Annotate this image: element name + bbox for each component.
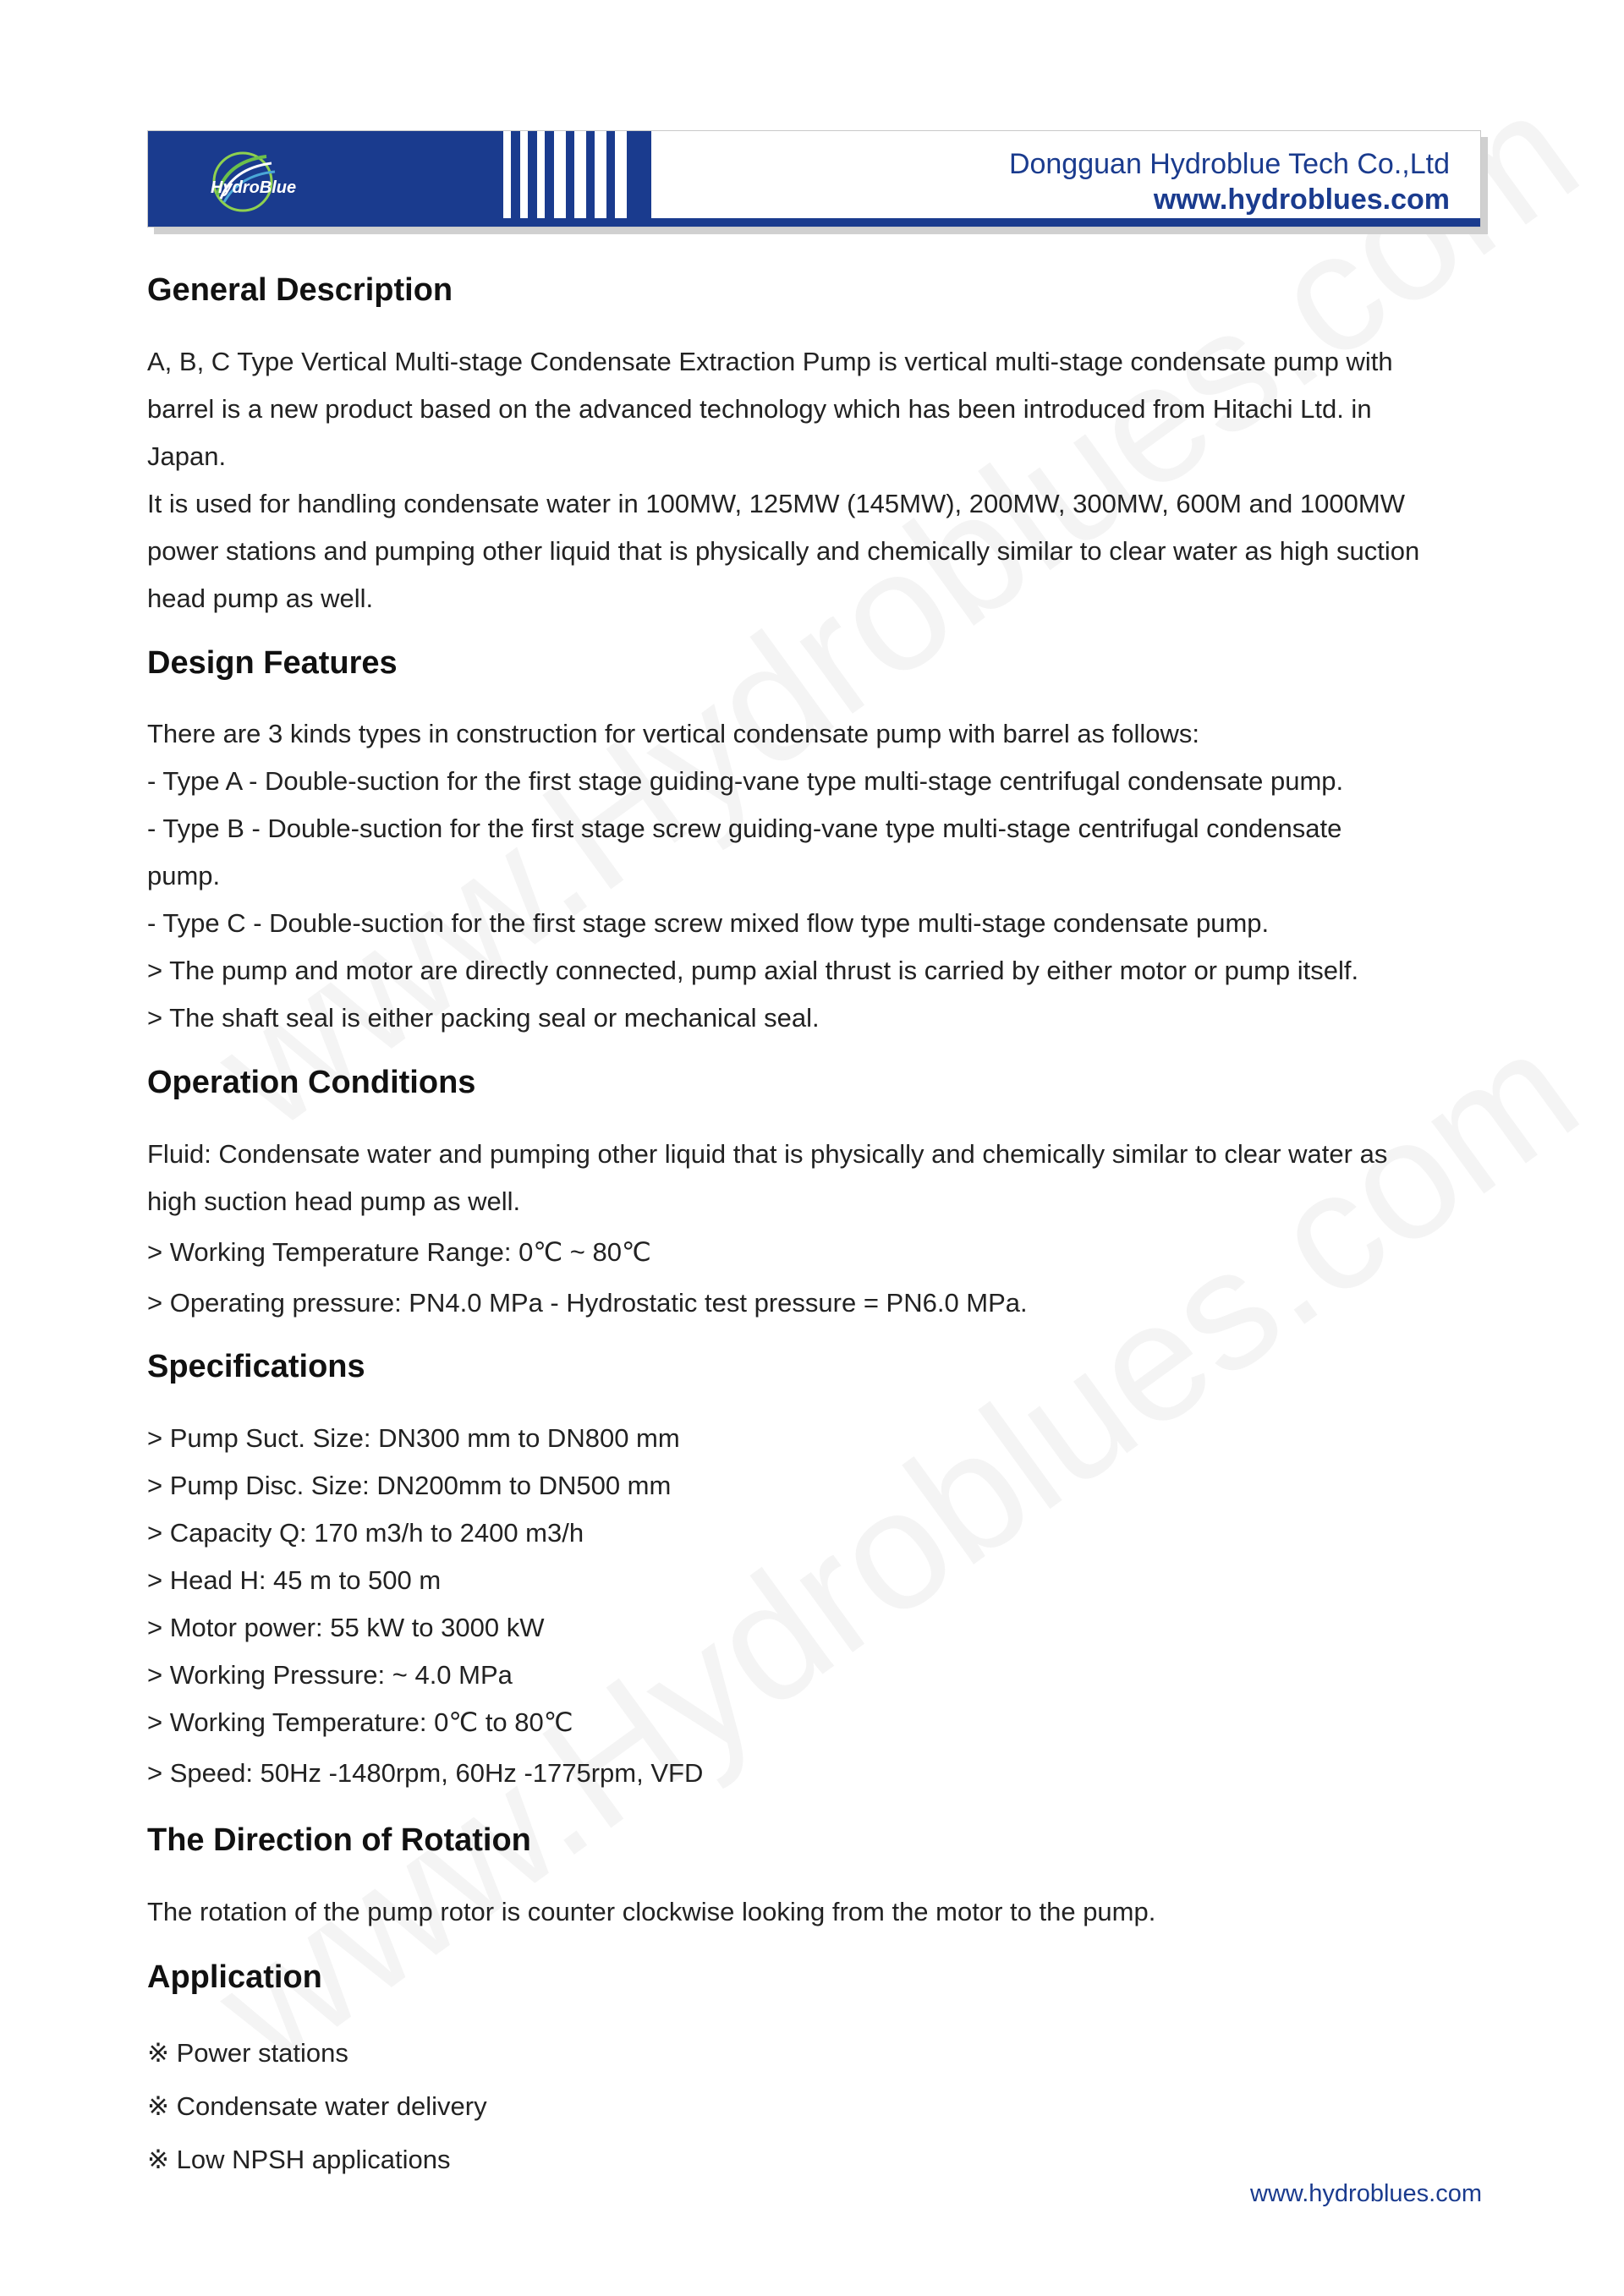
- text-line: pump.: [147, 861, 221, 890]
- application-item: ※ Power stations: [147, 2038, 348, 2068]
- text-line: - Type A - Double-suction for the first stage guiding-vane type multi-stage centrifugal condensate pump.: [147, 766, 1344, 796]
- section-title-specifications: Specifications: [147, 1349, 365, 1384]
- company-block: [1009, 146, 1450, 217]
- text-line: The rotation of the pump rotor is counter clockwise looking from the motor to the pump.: [147, 1897, 1156, 1926]
- spec-line: > Speed: 50Hz -1480rpm, 60Hz -1775rpm, VFD: [147, 1758, 704, 1788]
- spec-line: > Motor power: 55 kW to 3000 kW: [147, 1613, 545, 1642]
- header-brand-panel: [148, 131, 651, 227]
- section-title-application: Application: [147, 1959, 322, 1995]
- spec-line: > Capacity Q: 170 m3/h to 2400 m3/h: [147, 1518, 584, 1548]
- text-line: - Type B - Double-suction for the first stage screw guiding-vane type multi-stage centrifugal condensate: [147, 814, 1342, 843]
- text-line: Fluid: Condensate water and pumping other liquid that is physically and chemically similar to clear water as: [147, 1139, 1388, 1169]
- text-line: - Type C - Double-suction for the first stage screw mixed flow type multi-stage condensate pump.: [147, 908, 1270, 938]
- header-divider: [148, 218, 1480, 227]
- header-stripe: [615, 131, 627, 227]
- header-stripe: [595, 131, 606, 227]
- design-features-text: [147, 710, 1484, 1042]
- text-line: It is used for handling condensate water in 100MW, 125MW (145MW), 200MW, 300MW, 600M and 1000MW: [147, 489, 1405, 518]
- specifications-list: [147, 1415, 1484, 1797]
- spec-line: > Head H: 45 m to 500 m: [147, 1565, 442, 1595]
- spec-line: > Working Temperature: 0℃ to 80℃: [147, 1707, 573, 1737]
- spec-line: > Working Pressure: ~ 4.0 MPa: [147, 1660, 513, 1690]
- text-line: > The pump and motor are directly connected, pump axial thrust is carried by either motor or pump itself.: [147, 956, 1359, 985]
- text-line: head pump as well.: [147, 584, 374, 613]
- header-stripe: [574, 131, 586, 227]
- text-line: There are 3 kinds types in construction for vertical condensate pump with barrel as follows:: [147, 719, 1200, 748]
- text-line: A, B, C Type Vertical Multi-stage Condensate Extraction Pump is vertical multi-stage condensate pump with: [147, 347, 1393, 376]
- text-line: Japan.: [147, 441, 227, 471]
- text-line: > The shaft seal is either packing seal or mechanical seal.: [147, 1003, 820, 1033]
- header-stripe: [537, 131, 545, 227]
- section-title-rotation: The Direction of Rotation: [147, 1822, 531, 1858]
- logo-text: HydroBlue: [211, 178, 297, 197]
- application-item: ※ Condensate water delivery: [147, 2091, 487, 2121]
- application-item: ※ Low NPSH applications: [147, 2145, 451, 2174]
- header-stripe: [520, 131, 528, 227]
- text-line: > Working Temperature Range: 0℃ ~ 80℃: [147, 1237, 651, 1267]
- text-line: > Operating pressure: PN4.0 MPa - Hydrostatic test pressure = PN6.0 MPa.: [147, 1288, 1028, 1318]
- text-line: power stations and pumping other liquid that is physically and chemically similar to clear water as high suction: [147, 536, 1420, 566]
- section-title-design: Design Features: [147, 645, 398, 681]
- application-list: [147, 2026, 1484, 2186]
- header-stripe: [554, 131, 566, 227]
- header-website-link[interactable]: www.hydroblues.com: [1153, 184, 1450, 216]
- footer-website-link[interactable]: www.hydroblues.com: [1250, 2180, 1482, 2207]
- section-title-operation: Operation Conditions: [147, 1065, 476, 1100]
- general-description-text: [147, 338, 1484, 622]
- section-title-general: General Description: [147, 272, 453, 308]
- company-name: Dongguan Hydroblue Tech Co.,Ltd: [1008, 148, 1450, 180]
- spec-line: > Pump Disc. Size: DN200mm to DN500 mm: [147, 1471, 672, 1500]
- spec-line: > Pump Suct. Size: DN300 mm to DN800 mm: [147, 1423, 680, 1453]
- text-line: high suction head pump as well.: [147, 1186, 521, 1216]
- header-stripe: [503, 131, 511, 227]
- rotation-text: [147, 1888, 1484, 1936]
- text-line: barrel is a new product based on the advanced technology which has been introduced from Hitachi Ltd. in: [147, 394, 1372, 424]
- page-header: [147, 130, 1481, 227]
- operation-conditions-text: [147, 1131, 1484, 1327]
